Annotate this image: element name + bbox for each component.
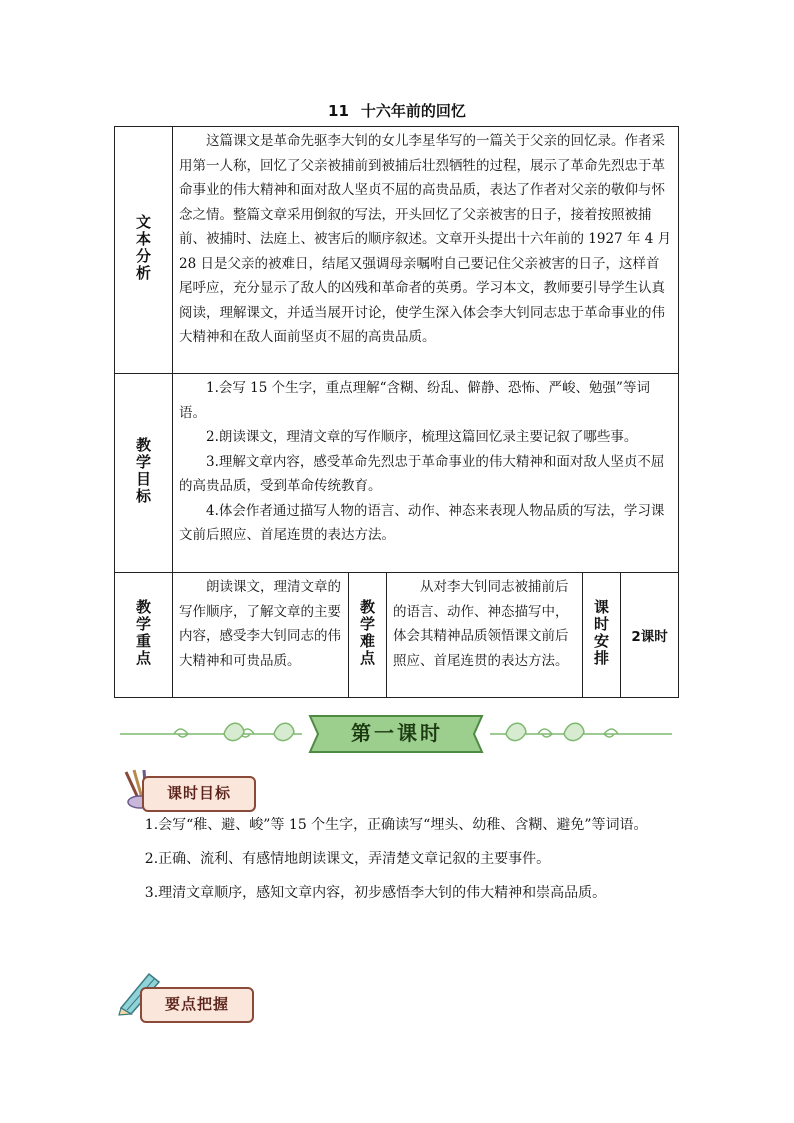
key-points-label: 教学重点: [134, 599, 152, 667]
lesson-goal-item: 2.正确、流利、有感情地朗读课文，弄清楚文章记叙的主要事件。: [144, 851, 551, 867]
row-teaching-goals: [115, 374, 679, 573]
teaching-goals-label: 教学目标: [134, 437, 152, 505]
lesson-goals-badge: 课时目标: [142, 776, 256, 812]
text-analysis-label-cell: [115, 127, 173, 374]
lesson-goal-item: 1.会写“稚、避、峻”等 15 个生字，正确读写“埋头、幼稚、含糊、避免”等词语。: [144, 817, 648, 833]
leaf-icon: [224, 723, 244, 740]
text-analysis-label: 文本分析: [134, 214, 152, 282]
teaching-goals-content-cell: [173, 374, 679, 573]
lesson-plan-table: [114, 126, 679, 698]
page-title: [0, 100, 794, 121]
row-text-analysis: [115, 127, 679, 374]
leaf-icon: [506, 723, 526, 740]
schedule-value-cell: [621, 573, 679, 698]
lesson-number: 11: [328, 102, 349, 120]
lesson-title: 十六年前的回忆: [360, 102, 466, 120]
teaching-goals-label-cell: [115, 374, 173, 573]
leaf-icon: [564, 723, 584, 740]
teaching-goal-item: 3.理解文章内容，感受革命先烈忠于革命事业的伟大精神和面对敌人坚贞不屈的高贵品质，受到革命传统教育。: [179, 453, 665, 494]
schedule-label-cell: [583, 573, 621, 698]
key-points-badge: 要点把握: [140, 987, 254, 1023]
text-analysis-content: 这篇课文是革命先驱李大钊的女儿李星华写的一篇关于父亲的回忆录。作者采用第一人称，回忆了父亲被捕前到被捕后壮烈牺牲的过程，展示了革命先烈忠于革命事业的伟大精神和面对敌人坚贞不屈的高贵品质，表达了作者对父亲的敬仰与怀念之情。整篇文章采用倒叙的写法，开头回忆了父亲被害的日子，接着按照被捕前、被捕时、法庭上、被害后的顺序叙述。文章开头提出十六年前的 1927 年 4 月 28 日是父亲的被难日，结尾又强调母亲嘱咐自己要记住父亲被害的日子，这样首尾呼应，充分显示了敌人的凶残和革命者的英勇。学习本文，教师要引导学生认真阅读，理解课文，并适当展开讨论，使学生深入体会李大钊同志忠于革命事业的伟大精神和在敌人面前坚贞不屈的高贵品质。: [179, 133, 672, 345]
key-points-content: 朗读课文，理清文章的写作顺序，了解文章的主要内容，感受李大钊同志的伟大精神和可贵品质。: [179, 579, 341, 669]
teaching-goal-item: 2.朗读课文，理清文章的写作顺序，梳理这篇回忆录主要记叙了哪些事。: [206, 429, 638, 445]
difficulties-label-cell: [349, 573, 387, 698]
key-points-content-cell: [173, 573, 349, 698]
difficulties-content: 从对李大钊同志被捕前后的语言、动作、神态描写中，体会其精神品质领悟课文前后照应、首尾连贯的表达方法。: [393, 579, 569, 669]
teaching-goal-item: 4.体会作者通过描写人物的语言、动作、神态来表现人物品质的写法，学习课文前后照应、首尾连贯的表达方法。: [179, 502, 665, 543]
difficulties-label: 教学难点: [358, 599, 376, 667]
lesson-period-banner: 第一课时: [351, 721, 443, 745]
leaf-icon: [274, 723, 294, 740]
text-analysis-content-cell: [173, 127, 679, 374]
lesson-goals-list: [114, 812, 678, 914]
key-points-label-cell: [115, 573, 173, 698]
schedule-value: 2课时: [631, 629, 668, 645]
schedule-label: 课时安排: [592, 599, 610, 667]
difficulties-content-cell: [387, 573, 583, 698]
row-key-points: [115, 573, 679, 698]
teaching-goal-item: 1.会写 15 个生字，重点理解“含糊、纷乱、僻静、恐怖、严峻、勉强”等词语。: [179, 380, 650, 421]
lesson-goal-item: 3.理清文章顺序，感知文章内容，初步感悟李大钊的伟大精神和崇高品质。: [144, 885, 607, 901]
